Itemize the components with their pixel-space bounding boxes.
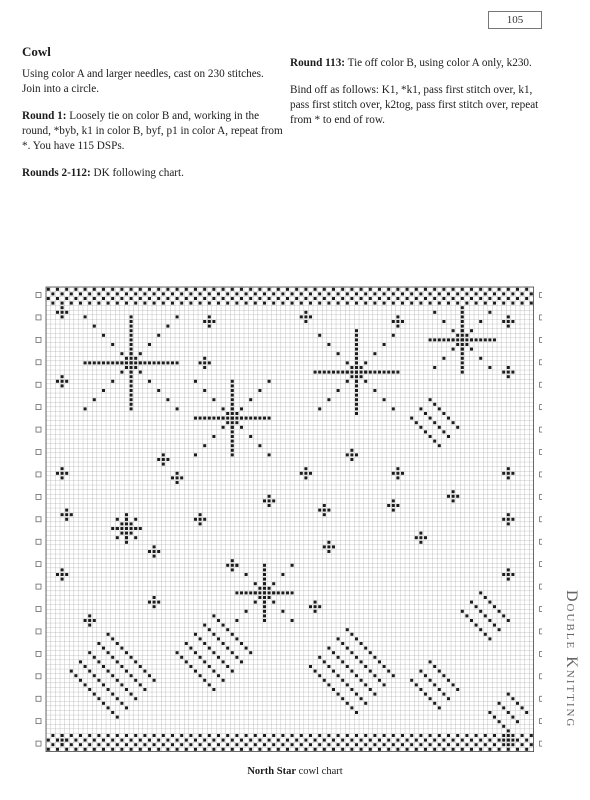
book-section-title: Double Knitting [563, 590, 580, 729]
rounds-2-112-paragraph [22, 166, 284, 181]
left-column [22, 44, 284, 193]
chart-grid [46, 287, 534, 752]
bind-off-paragraph: Bind off as follows: K1, *k1, pass first stitch over, k1, pass first stitch over, k2tog, pass first stitch over, repeat from * to end of row. [290, 84, 539, 126]
round-1-text: Loosely tie on color B and, working in the round, *byb, k1 in color B, byf, p1 in color A, repeat from *. You have 115 DSPs. [22, 110, 283, 152]
cast-on-paragraph: Using color A and larger needles, cast on 230 stitches. Join into a circle. [22, 68, 264, 95]
chart-caption-rest: cowl chart [296, 766, 343, 777]
round-113-paragraph [290, 56, 540, 71]
round-1-paragraph [22, 109, 284, 154]
right-column [290, 56, 540, 140]
chart-grid-svg [32, 281, 542, 761]
page-number: 105 [488, 11, 542, 29]
rounds-2-112-text: DK following chart. [90, 167, 184, 179]
round-1-label: Round 1: [22, 110, 67, 122]
rounds-2-112-label: Rounds 2-112: [22, 167, 91, 179]
chart-caption [0, 766, 590, 777]
round-113-label: Round 113: [290, 57, 346, 69]
section-title: Cowl [22, 44, 51, 59]
knitting-chart [32, 281, 542, 761]
chart-caption-bold: North Star [247, 766, 297, 777]
round-113-text: Tie off color B, using color A only, k230. [345, 57, 532, 69]
